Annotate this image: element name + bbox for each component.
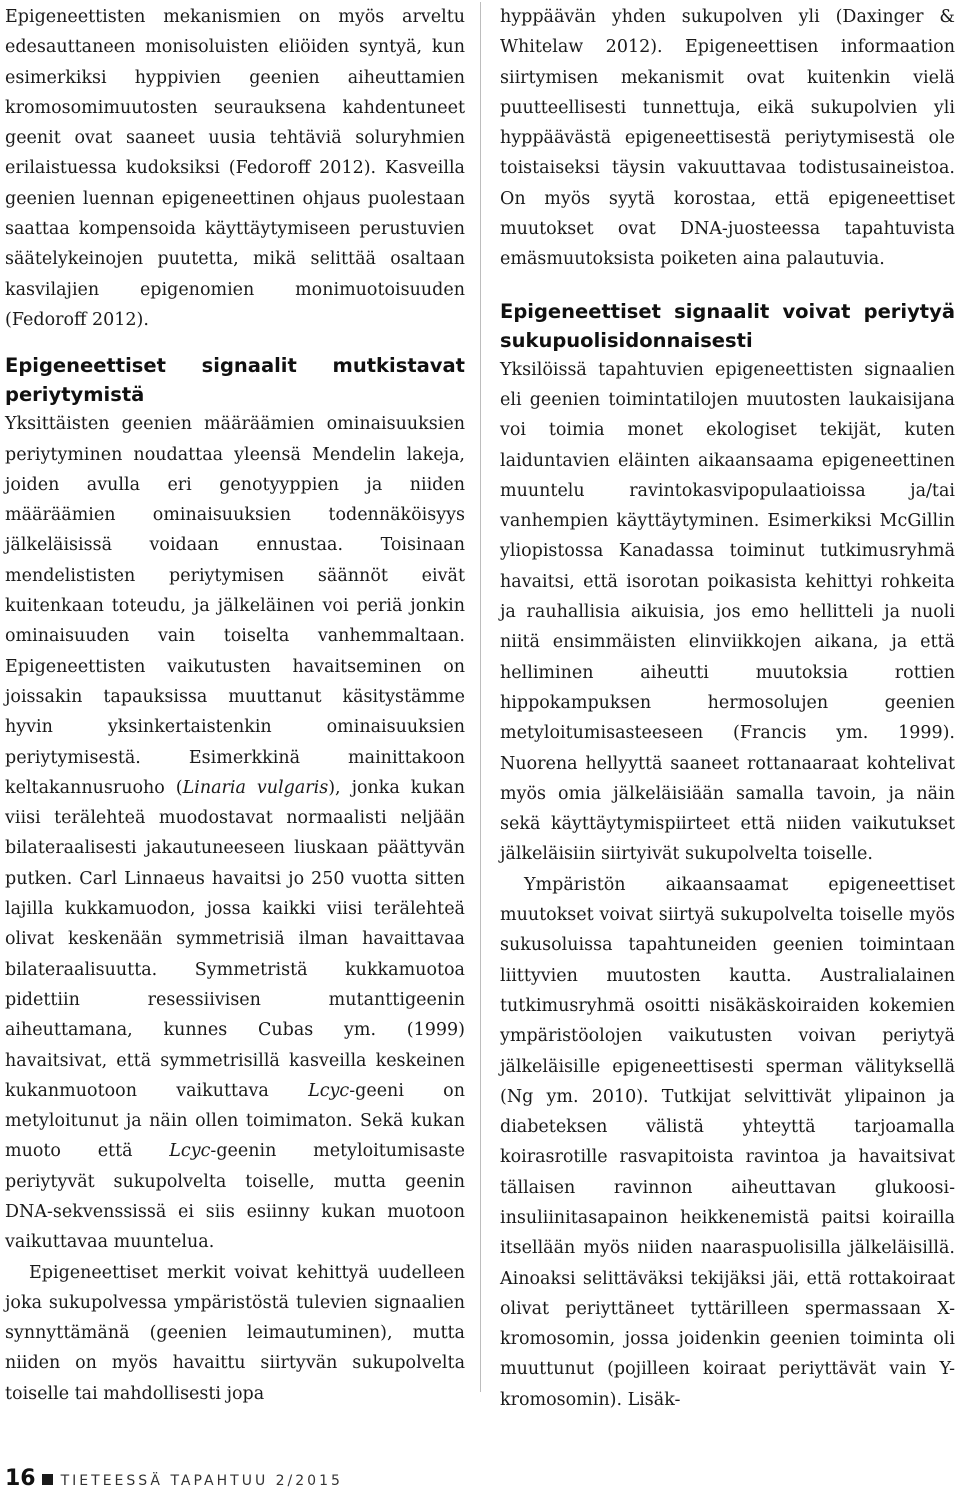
paragraph: Epigeneettisten mekanismien on myös arveltu edesauttaneen monisoluisten eliöiden syntyä, kun esimerkiksi hyppivien geenien aiheuttamien kromosomimuutosten seurauksena kahdentuneet geenit ovat saaneet uusia tehtäviä soluryhmien erilaistuessa kudoksiksi (Fedoroff 2012). Kasveilla geenien luennan epigeneettinen ohjaus puolestaan saattaa kompensoida käyttäytymiseen perustuvien säätelykeinojen puutetta, mikä selittää osaltaan kasvilajien epigenomien monimuotoisuuden (Fedoroff 2012).: [5, 7, 465, 330]
text-run: Yksittäisten geenien määräämien ominaisuuksien periytyminen noudattaa yleensä Mendelin lakeja, joiden avulla eri genotyyppien ja niiden määräämien ominaisuuksien todennäköisyys jälkeläisissä voidaan ennustaa. Toisinaan mendelististen periytymisen säännöt eivät kuitenkaan toteudu, ja jälkeläinen voi periä jonkin ominaisuuden vain toiselta vanhemmaltaan. Epigeneettisten vaikutusten havaitseminen on joissakin tapauksissa muuttanut käsitystämme hyvin yksinkertaistenkin ominaisuuksien periytymisestä. Esimerkkinä mainittakoon keltakannusruoho (: [5, 414, 465, 798]
paragraph: [5, 409, 465, 1257]
right-column: [500, 2, 955, 1415]
publication-name: TIETEESSÄ TAPAHTUU 2/2015: [60, 1473, 343, 1489]
page-number: 16: [5, 1466, 36, 1491]
left-column: [5, 2, 465, 1409]
text-run: -geeni on metyloitunut ja näin ollen toimimaton. Sekä kukan muoto että: [5, 1080, 465, 1162]
gene-name: Lcyc: [169, 1141, 211, 1162]
section-heading: Epigeneettiset signaalit voivat periytyä sukupuolisidonnaisesti: [500, 299, 955, 352]
text-run: ), jonka kukan viisi terälehteä muodostavat normaalisti neljään bilateraalisesti jakautuneeseen liuskaan päättyvän putken. Carl Linnaeus havaitsi jo 250 vuotta sitten lajilla kukkamuodon, jossa kaikki viisi terälehteä olivat keskenään symmetrisiä ilman havaittavaa bilateraalisuutta. Symmetristä kukkamuotoa pidettiin resessiivisen mutanttigeenin aiheuttamana, kunnes Cubas ym. (1999) havaitsivat, että symmetrisillä kasveilla keskeinen kukanmuotoon vaikuttava: [5, 777, 465, 1101]
paragraph: Ympäristön aikaansaamat epigeneettiset muutokset voivat siirtyä sukupolvelta toiselle myös sukusoluissa tapahtuneiden geenien toimintaan liittyvien muutosten kautta. Australialainen tutkimusryhmä osoitti nisäkäskoiraiden kokemien ympäristöolojen vaikutusten voivan periytyä jälkeläisille epigeneettisesti sperman välityksellä (Ng ym. 2010). Tutkijat selvittivät ylipainon ja diabeteksen välistä yhteyttä tarjoamalla koirasrotille rasvapitoista ravintoa ja havaitsivat tällaisen ravinnon aiheuttavan glukoosi-insuliinitasapainon heikkenemistä paitsi koirailla itsellään myös niiden naaraspuolisilla jälkeläisillä. Ainoaksi selittäväksi tekijäksi jäi, että rottakoiraat olivat periyttäneet tyttärilleen spermassaan X-kromosomin, jossa joidenkin geenien toiminta oli muuttunut (pojilleen koiraat periyttävät vain Y-kromosomin). Lisäk-: [500, 874, 955, 1410]
paragraph: hyppäävän yhden sukupolven yli (Daxinger & Whitelaw 2012). Epigeneettisen informaation siirtymisen mekanismit ovat kuitenkin vielä puutteellisesti tunnettuja, eikä sukupolvien yli hyppäävästä epigeneettisestä periytymisestä ole toistaiseksi täysin vakuuttavaa todistusaineistoa. On myös syytä korostaa, että epigeneettiset muutokset ovat DNA-juosteessa tapahtuvista emäsmuutoksista poiketen aina palautuvia.: [500, 7, 955, 270]
gene-name: Lcyc: [308, 1080, 350, 1101]
latin-name: Linaria vulgaris: [182, 777, 329, 798]
column-divider: [480, 2, 481, 1392]
paragraph: Yksilöissä tapahtuvien epigeneettisten signaalien eli geenien toimintatilojen muutosten laukaisijana voi toimia monet ekologiset tekijät, kuten laiduntavien eläinten aikaansaama epigeneettinen muuntelu ravintokasvipopulaatioissa ja/tai vanhempien käyttäytyminen. Esimerkiksi McGillin yliopistossa Kanadassa toiminut tutkimusryhmä havaitsi, että isorotan poikasista kehittyi rohkeita ja rauhallisia aikuisia, jos emo hellitteli ja nuoli niitä ensimmäisten elinviikkojen aikana, ja että helliminen aiheutti muutoksia rottien hippokampuksen hermosolujen geenien metyloitumisasteeseen (Francis ym. 1999). Nuorena hellyyttä saaneet rottanaaraat kohtelivat myös omia jälkeläisiään samalla tavoin, ja näin sekä käyttäytymispiirteet että niiden vaikutukset jälkeläisiin siirtyivät sukupolvelta toiselle.: [500, 359, 955, 865]
square-bullet-icon: [42, 1474, 53, 1485]
page-footer: [5, 1466, 343, 1491]
paragraph: Epigeneettiset merkit voivat kehittyä uudelleen joka sukupolvessa ympäristöstä tulevien signaalien synnyttämänä (geenien leimautuminen), mutta niiden on myös havaittu siirtyvän sukupolvelta toiselle tai mahdollisesti jopa: [5, 1262, 465, 1404]
section-heading: Epigeneettiset signaalit mutkistavat periytymistä: [5, 354, 465, 407]
text-run: -geenin metyloitumisaste periytyvät sukupolvelta toiselle, mutta geenin DNA-sekvenssissä ei siis esiinny kukan muotoon vaikuttavaa muuntelua.: [5, 1141, 465, 1253]
